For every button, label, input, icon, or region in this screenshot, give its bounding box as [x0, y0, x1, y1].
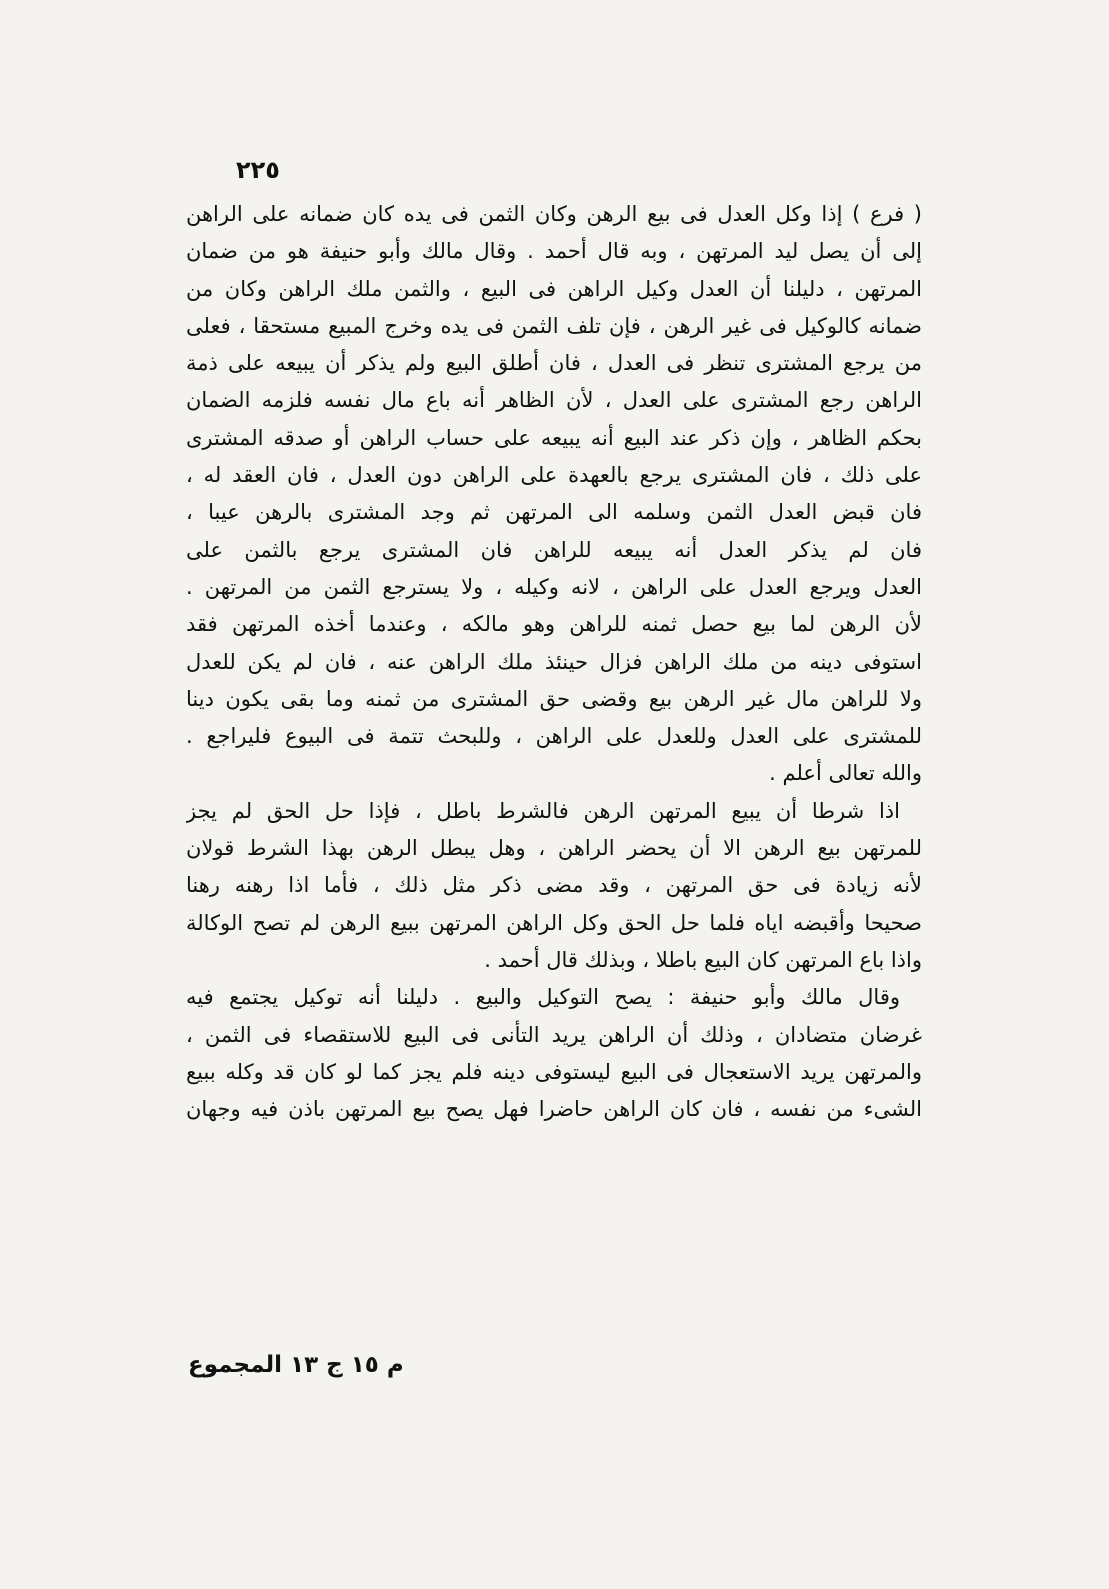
page-number: ٢٢٥ — [236, 156, 280, 184]
text-line: استوفى دينه من ملك الراهن فزال حينئذ ملك الراهن عنه ، فان لم يكن للعدل — [186, 649, 922, 674]
text-line: فان لم يذكر العدل أنه يبيعه للراهن فان المشترى يرجع بالثمن على — [186, 537, 922, 562]
text-line: الراهن رجع المشترى على العدل ، لأن الظاهر أنه باع مال نفسه فلزمه الضمان — [186, 388, 922, 413]
text-line: ( فرع ) إذا وكل العدل فى بيع الرهن وكان الثمن فى يده كان ضمانه على الراهن — [186, 202, 922, 226]
text-line: من يرجع المشترى تنظر فى العدل ، فان أطلق البيع ولم يذكر أن يبيعه على ذمة — [186, 351, 922, 376]
body-text — [186, 196, 922, 1128]
text-line: إلى أن يصل ليد المرتهن ، وبه قال أحمد . وقال مالك وأبو حنيفة هو من ضمان — [186, 239, 922, 264]
text-line: ضمانه كالوكيل فى غير الرهن ، فإن تلف الثمن فى يده وخرج المبيع مستحقا ، فعلى — [186, 313, 922, 338]
text-line: ولا للراهن مال غير الرهن بيع وقضى حق المشترى من ثمنه وما بقى يكون دينا — [186, 686, 922, 711]
text-line: للمرتهن بيع الرهن الا أن يحضر الراهن ، وهل يبطل الرهن بهذا الشرط قولان — [186, 836, 922, 861]
text-line: المرتهن ، دليلنا أن العدل وكيل الراهن فى البيع ، والثمن ملك الراهن وكان من — [186, 276, 922, 301]
page-footer: م ١٥ ج ١٣ المجموع — [188, 1352, 404, 1378]
text-line: لأن الرهن لما بيع حصل ثمنه للراهن وهو مالكه ، وعندما أخذه المرتهن فقد — [186, 612, 922, 637]
text-line: على ذلك ، فان المشترى يرجع بالعهدة على الراهن دون العدل ، فان العقد له ، — [186, 463, 922, 488]
text-line: فان قبض العدل الثمن وسلمه الى المرتهن ثم وجد المشترى بالرهن عيبا ، — [186, 500, 922, 525]
text-line: والمرتهن يريد الاستعجال فى البيع ليستوفى دينه فلم يجز كما لو كان قد وكله ببيع — [186, 1059, 922, 1084]
text-line: والله تعالى أعلم . — [769, 761, 922, 786]
text-line: العدل ويرجع العدل على الراهن ، لانه وكيله ، ولا يسترجع الثمن من المرتهن . — [186, 574, 922, 599]
text-line: لأنه زيادة فى حق المرتهن ، وقد مضى ذكر مثل ذلك ، فأما اذا رهنه رهنا — [186, 873, 922, 898]
text-line: للمشترى على العدل وللعدل على الراهن ، وللبحث تتمة فى البيوع فليراجع . — [186, 724, 922, 749]
text-line: غرضان متضادان ، وذلك أن الراهن يريد التأنى فى البيع للاستقصاء فى الثمن ، — [186, 1022, 922, 1047]
text-line: بحكم الظاهر ، وإن ذكر عند البيع أنه يبيعه على حساب الراهن أو صدقه المشترى — [186, 425, 922, 450]
text-line: واذا باع المرتهن كان البيع باطلا ، وبذلك قال أحمد . — [484, 947, 922, 972]
text-line: الشىء من نفسه ، فان كان الراهن حاضرا فهل يصح بيع المرتهن باذن فيه وجهان — [186, 1097, 922, 1122]
text-line: اذا شرطا أن يبيع المرتهن الرهن فالشرط باطل ، فإذا حل الحق لم يجز — [186, 798, 900, 823]
text-line: وقال مالك وأبو حنيفة : يصح التوكيل والبيع . دليلنا أنه توكيل يجتمع فيه — [186, 985, 900, 1010]
text-line: صحيحا وأقبضه اياه فلما حل الحق وكل الراهن المرتهن ببيع الرهن لم تصح الوكالة — [186, 910, 922, 935]
